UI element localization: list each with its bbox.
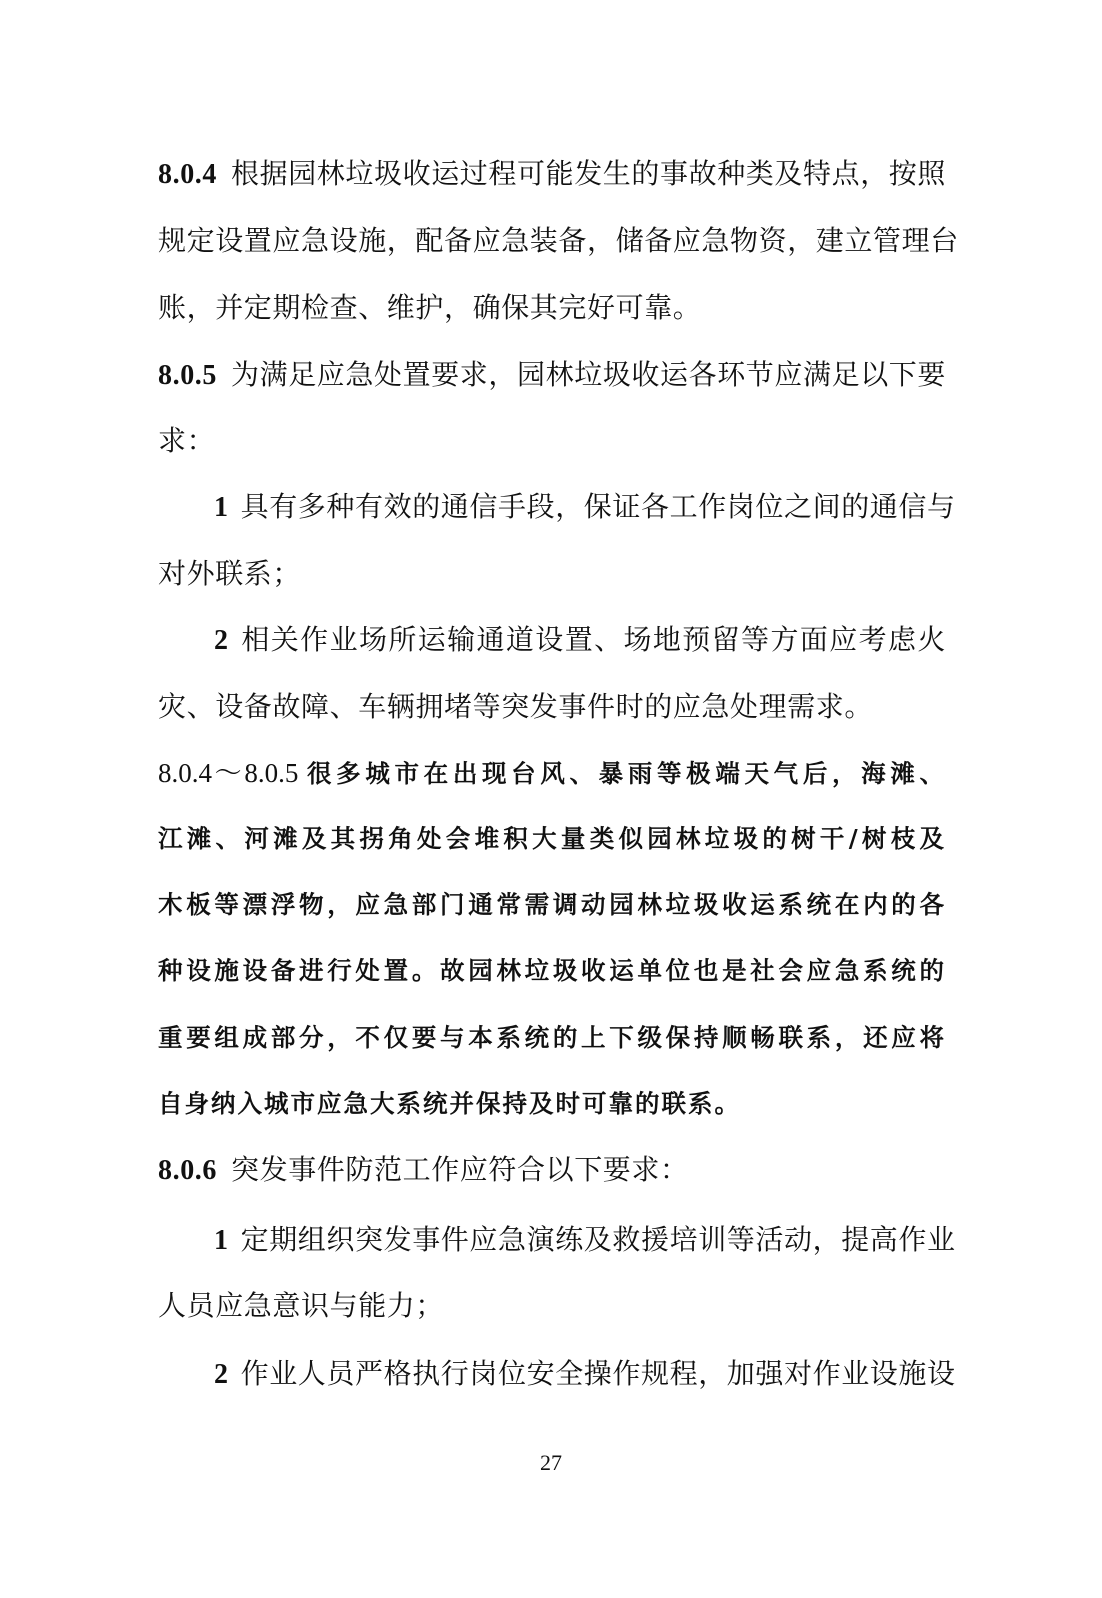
clause-8-0-5-item-2-line-1 <box>214 620 946 661</box>
clause-8-0-6-item-2-line-1 <box>214 1354 956 1395</box>
clause-8-0-4-line-2: 规定设置应急设施，配备应急装备，储备应急物资，建立管理台 <box>158 224 959 257</box>
item-number: 1 <box>214 492 229 523</box>
clause-8-0-4-line-1 <box>158 154 946 195</box>
clause-text: 根据园林垃圾收运过程可能发生的事故种类及特点，按照 <box>231 157 947 190</box>
clause-8-0-6-line-1 <box>158 1150 689 1191</box>
clause-8-0-5-item-1-line-1 <box>214 487 956 528</box>
clause-8-0-5-line-1 <box>158 355 946 396</box>
explanation-line-4: 种设施设备进行处置。故园林垃圾收运单位也是社会应急系统的 <box>158 956 946 985</box>
clause-text: 突发事件防范工作应符合以下要求： <box>231 1153 689 1186</box>
explanation-line-1 <box>158 753 946 794</box>
explanation-number: 8.0.4～8.0.5 <box>158 758 299 788</box>
explanation-line-6: 自身纳入城市应急大系统并保持及时可靠的联系。 <box>158 1089 741 1118</box>
explanation-line-2: 江滩、河滩及其拐角处会堆积大量类似园林垃圾的树干/树枝及 <box>158 824 946 853</box>
item-text: 作业人员严格执行岗位安全操作规程，加强对作业设施设 <box>240 1357 956 1390</box>
clause-text: 为满足应急处置要求，园林垃圾收运各环节应满足以下要 <box>231 358 947 391</box>
page-number: 27 <box>540 1450 562 1475</box>
item-number: 1 <box>214 1225 229 1256</box>
item-text: 具有多种有效的通信手段，保证各工作岗位之间的通信与 <box>240 490 956 523</box>
item-number: 2 <box>214 625 229 656</box>
item-text: 定期组织突发事件应急演练及救援培训等活动，提高作业 <box>240 1223 956 1256</box>
clause-number: 8.0.6 <box>158 1155 217 1186</box>
clause-8-0-6-item-1-line-1 <box>214 1220 956 1261</box>
clause-number: 8.0.5 <box>158 360 217 391</box>
clause-8-0-5-item-1-line-2: 对外联系； <box>158 557 302 590</box>
clause-8-0-5-line-2: 求： <box>158 424 216 457</box>
clause-number: 8.0.4 <box>158 159 217 190</box>
explanation-line-3: 木板等漂浮物，应急部门通常需调动园林垃圾收运系统在内的各 <box>158 890 946 919</box>
explanation-line-5: 重要组成部分，不仅要与本系统的上下级保持顺畅联系，还应将 <box>158 1023 946 1052</box>
item-text: 相关作业场所运输通道设置、场地预留等方面应考虑火 <box>240 623 946 656</box>
clause-8-0-5-item-2-line-2: 灾、设备故障、车辆拥堵等突发事件时的应急处理需求。 <box>158 690 874 723</box>
explanation-text: 很多城市在出现台风、暴雨等极端天气后，海滩、 <box>304 759 947 788</box>
item-number: 2 <box>214 1359 229 1390</box>
clause-8-0-6-item-1-line-2: 人员应急意识与能力； <box>158 1289 445 1322</box>
clause-8-0-4-line-3: 账，并定期检查、维护，确保其完好可靠。 <box>158 291 702 324</box>
